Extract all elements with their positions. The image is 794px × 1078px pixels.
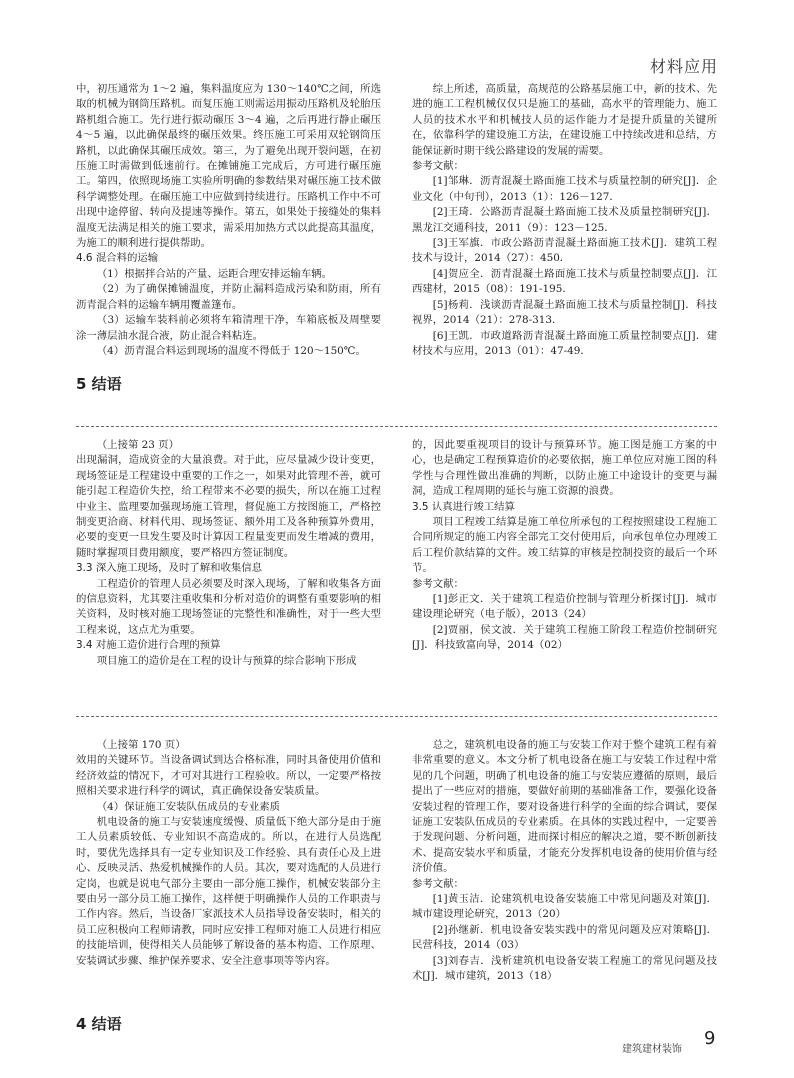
references-title: 参考文献： bbox=[412, 577, 464, 590]
references-title: 参考文献： bbox=[412, 160, 464, 173]
reference-item: [4]贺应全．沥青混凝土路面施工技术与质量控制要点[J]．江西建材，2015（08）：191-195． bbox=[412, 267, 717, 296]
section-divider bbox=[76, 716, 717, 717]
paragraph: 出现漏洞，造成资金的大量浪费。对于此，应尽量减少设计变更，现场签证是工程建设中重要的工作之一，如果对此管理不善，就可能引起工程造价失控，给工程带来不必要的损失，所以在施工过程中业主、监理要加强现场施工管理，督促施工方按图施工，严格控制变更洽商、材料代用、现场签证、额外用工及各种预算外费用，必要的变更一旦发生要及时计算因工程量变更而发生增减的费用，随时掌握项目费用额度，要严格四方签证制度。 bbox=[76, 454, 381, 559]
paragraph: 中，初压通常为 1～2 遍，集料温度应为 130～140℃之间，所选取的机械为钢筒压路机。而复压施工则需运用振动压路机及轮胎压路机组合施工。先行进行振动碾压 3～4 遍，之后再进行静止碾压 4～5 遍，以此确保最终的碾压效果。终压施工可采用双轮钢筒压路机，以此确保其碾压成效。第三，为了避免出现开裂问题，在初压施工时需做到低速前行。在摊铺施工完成后，方可进行碾压施工。第四，依照现场施工实验所明确的参数结果对碾压施工技术做科学调整处理。在碾压施工中应做到持续进行。压路机工作中不可出现中途停留、转向及提速等操作。第五，如果处于接缝处的集料温度无法满足相关的施工要求，需采用加热方式以此提高其温度，为施工的顺利进行提供帮助。 bbox=[76, 83, 381, 250]
continued-note: （上接第 23 页） bbox=[96, 439, 179, 451]
section-heading: 3.4 对施工造价进行合理的预算 bbox=[76, 639, 221, 652]
paragraph: 项目工程竣工结算是施工单位所承包的工程按照建设工程施工合同所规定的施工内容全部完工交付使用后，向承包单位办理竣工后工程价款结算的文件。竣工结算的审核是控制投资的最后一个环节。 bbox=[412, 516, 717, 575]
paragraph: 效用的关键环节。当设备调试到达合格标准，同时具备使用价值和经济效益的情况下，才可对其进行工程验收。所以，一定要严格按照相关要求进行科学的调试，真正确保设备安装质量。 bbox=[76, 754, 381, 798]
block1-right-column bbox=[412, 82, 717, 392]
list-item: （1）根据拌合站的产量、运距合理安排运输车辆。 bbox=[96, 267, 332, 280]
reference-item: [1]黄玉洁．论建筑机电设备安装施工中常见问题及对策[J]．城市建设理论研究，2013（20） bbox=[412, 893, 717, 921]
journal-name: 建筑建材装饰 bbox=[622, 1044, 682, 1055]
block2-left-column bbox=[76, 438, 381, 700]
block1-left-column bbox=[76, 82, 381, 362]
conclusion-heading: 4 结语 bbox=[76, 1015, 122, 1033]
paragraph: 工程造价的管理人员必须要及时深入现场，了解和收集各方面的信息资料，尤其要注重收集和分析对造价的调整有重要影响的相关资料，及时核对施工现场签证的完整性和准确性，对于一些大型工程来说，这点尤为重要。 bbox=[76, 577, 381, 636]
reference-item: [1]邹琳．沥青混凝土路面施工技术与质量控制的研究[J]．企业文化（中旬刊），2013（1）：126－127． bbox=[412, 175, 717, 203]
list-item: （4）沥青混合料运到现场的温度不得低于 120～150℃。 bbox=[96, 344, 366, 357]
section-heading: 3.3 深入施工现场，及时了解和收集信息 bbox=[76, 562, 263, 575]
paragraph: 项目施工的造价是在工程的设计与预算的综合影响下形成 bbox=[96, 654, 357, 667]
references-title: 参考文献： bbox=[412, 877, 464, 890]
reference-item: [2]贾丽，侯文波．关于建筑工程施工阶段工程造价控制研究[J]．科技致富向导，2014（02） bbox=[412, 623, 717, 652]
paragraph: 的，因此要重视项目的设计与预算环节。施工图是施工方案的中心，也是确定工程预算造价的必要依据，施工单位应对施工图的科学性与合理性做出准确的判断，以防止施工中途设计的变更与漏洞，造成工程周期的延长与施工资源的浪费。 bbox=[412, 439, 717, 498]
block2-right-column bbox=[412, 438, 717, 700]
reference-item: [2]孙继新．机电设备安装实践中的常见问题及应对策略[J]．民营科技，2014（03） bbox=[412, 923, 717, 952]
reference-item: [3]王军旗．市政公路沥青混凝土路面施工技术[J]．建筑工程技术与设计，2014（27）：450． bbox=[412, 237, 717, 265]
page-number: 9 bbox=[704, 1028, 716, 1049]
reference-item: [6]王凯．市政道路沥青混凝土路面施工质量控制要点[J]．建材技术与应用，2013（01）：47-49． bbox=[412, 329, 717, 357]
conclusion-heading: 5 结语 bbox=[76, 375, 122, 393]
section-title: 材料应用 bbox=[649, 57, 718, 76]
continued-note: （上接第 170 页） bbox=[96, 739, 186, 751]
list-item: （2）为了确保摊铺温度，并防止漏料造成污染和防雨，所有沥青混合料的运输车辆用覆盖篷布。 bbox=[76, 283, 381, 311]
section-divider bbox=[76, 426, 717, 427]
block3-left-column bbox=[76, 738, 381, 1006]
list-item: （3）运输车装料前必须将车箱清理干净，车箱底板及周壁要涂一薄层油水混合液，防止混合料粘连。 bbox=[76, 314, 381, 342]
paragraph: 综上所述，高质量，高规范的公路基层施工中，新的技术、先进的施工工程机械仅仅只是施工的基础，高水平的管理能力、施工人员的技术水平和机械技人员的运作能力才是提升质量的关键所在，依靠科学的建设施工方法，在建设施工中持续改进和总结，方能保证新时期干线公路建设的发展的需要。 bbox=[412, 83, 717, 157]
reference-item: [3]刘春吉．浅析建筑机电设备安装工程施工的常见问题及技术[J]．城市建筑，2013（18） bbox=[412, 954, 717, 983]
paragraph: 机电设备的施工与安装速度缓慢、质量低下绝大部分是由于施工人员素质较低、专业知识不高造成的。所以，在进行人员选配时，要优先选择具有一定专业知识及工作经验、具有责任心及上进心、反映灵活、热爱机械操作的人员。其次，要对选配的人员进行定岗，也就是说电气部分主要由一部分施工操作，机械安装部分主要由另一部分员工施工操作，这样便于明确操作人员的工作职责与工作内容。然后，当设备厂家派技术人员指导设备安装时，相关的员工应积极向工程师请教，同时应安排工程师对施工人员进行相应的技能培训，使得相关人员能够了解设备的基本构造、工作原理、安装调试步骤、维护保养要求、安全注意事项等等内容。 bbox=[76, 816, 381, 967]
reference-item: [1]彭正文．关于建筑工程造价控制与管理分析探讨[J]．城市建设理论研究（电子版），2013（24） bbox=[412, 593, 717, 621]
block3-right-column bbox=[412, 738, 717, 1023]
reference-item: [2]王琦．公路沥青混凝土路面施工技术及质量控制研究[J]．黑龙江交通科技，2011（9）：123－125． bbox=[412, 206, 717, 234]
list-item: （4）保证施工安装队伍成员的专业素质 bbox=[96, 800, 281, 813]
section-heading: 4.6 混合料的运输 bbox=[76, 252, 159, 265]
reference-item: [5]杨莉．浅谈沥青混凝土路面施工技术与质量控制[J]．科技视界，2014（21）：278-313． bbox=[412, 298, 717, 327]
paragraph: 总之，建筑机电设备的施工与安装工作对于整个建筑工程有着非常重要的意义。本文分析了机电设备在施工与安装工作过程中常见的几个问题，明确了机电设备的施工与安装应遵循的原则，最后提出了一些应对的措施，要做好前期的基础准备工作，要强化设备安装过程的管理工作，要对设备进行科学的全面的综合调试，要保证施工安装队伍成员的专业素质。在具体的实践过程中，一定要善于发现问题、分析问题，进而探讨相应的解决之道，要不断创新技术、提高安装水平和质量，才能充分发挥机电设备的使用价值与经济价值。 bbox=[412, 739, 717, 875]
section-heading: 3.5 认真进行竣工结算 bbox=[412, 500, 515, 513]
